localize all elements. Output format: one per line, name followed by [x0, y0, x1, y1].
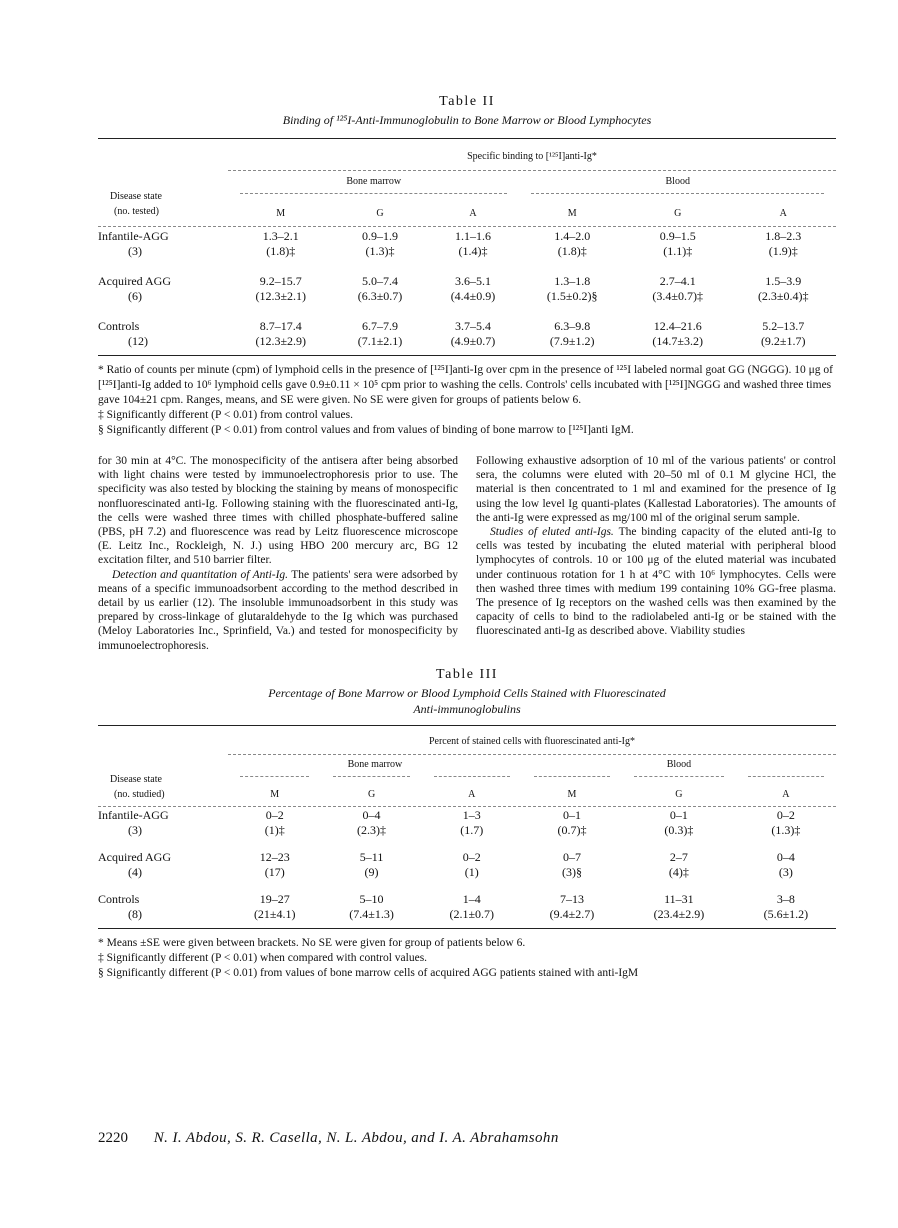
table-ii-subcol: G [674, 208, 682, 219]
cell-range: 1.3–2.1 [262, 229, 299, 243]
cell-mean: (2.1±0.7) [449, 906, 495, 921]
paragraph: Following exhaustive adsorption of 10 ml of the various patients' or control sera, the columns were eluted with 20–50 ml of 0.1 M glycine HCl, the material is then concentrated to 1 ml and examined for the presence of Ig using the low level Ig quanti-plates (Kallestad Laboratories). The amounts of the anti-Ig were expressed as mg/100 ml of the original serum sample. [476, 455, 836, 524]
cell-mean: (1.5±0.2)§ [546, 289, 598, 303]
cell-mean: (1.7) [460, 822, 484, 837]
footnote: § Significantly different (P < 0.01) from control values and from values of binding of bone marrow to [¹²⁵I]anti IgM. [98, 424, 634, 436]
table-ii-top-rule [98, 138, 836, 139]
cell-range: 5.0–7.4 [361, 274, 398, 288]
cell-range: 1.1–1.6 [454, 229, 491, 243]
table-iii-subcol: G [367, 788, 376, 800]
table-iii-col-label-1: Disease state [110, 773, 162, 785]
table-iii-header-percent: Percent of stained cells with fluorescinated anti-Ig* [428, 735, 636, 747]
cell-range: 19–27 [259, 891, 290, 906]
footnote: * Ratio of counts per minute (cpm) of lymphoid cells in the presence of [¹²⁵I]anti-Ig over cpm in the presence of ¹²⁵I labeled normal goat GG (NGGG). 10 μg of [¹²⁵I]anti-Ig added to 10⁶ lymphoid cells gave 0.9±0.11 × 10⁵ cpm prior to washing the cells. Controls' cells incubated with [¹²⁵I]NGGG and washed three times gave 104±21 cpm. Ranges, means, and SE were given. No SE were given for groups of patients below 6. [98, 364, 834, 406]
row-n: (3) [128, 822, 142, 837]
authors: N. I. Abdou, S. R. Casella, N. L. Abdou, and I. A. Abrahamsohn [153, 1130, 559, 1146]
cell-mean: (1.8)‡ [266, 244, 296, 258]
cell-range: 9.2–15.7 [259, 274, 302, 288]
cell-range: 5.2–13.7 [762, 319, 805, 333]
cell-mean: (2.3)‡ [357, 822, 387, 837]
row-n: (6) [128, 289, 142, 303]
cell-mean: (0.7)‡ [557, 822, 587, 837]
cell-mean: (1.8)‡ [557, 244, 587, 258]
cell-range: 1.8–2.3 [765, 229, 802, 243]
cell-mean: (5.6±1.2) [763, 906, 809, 921]
cell-range: 8.7–17.4 [259, 319, 302, 333]
cell-range: 12.4–21.6 [653, 319, 702, 333]
cell-mean: (1.3)‡ [365, 244, 395, 258]
cell-mean: (21±4.1) [253, 906, 296, 921]
table-iii-top-rule [98, 725, 836, 726]
cell-mean: (7.1±2.1) [357, 334, 403, 348]
table-ii-row [98, 229, 836, 244]
page [98, 88, 836, 981]
paragraph-text: The patients' sera were adsorbed by means of a specific immunoadsorbent according to the method described in detail by us earlier (12). The insoluble immunoadsorbent in this study was prepared by cross-linkage of glutaraldehyde to the Ig which was purchased (Meloy Laboratories Inc., Sprinfield, Va.) and tested for monospecificity by immunoelectrophoresis. [98, 568, 458, 652]
table-iii-footnotes [98, 936, 836, 981]
cell-range: 0–1 [562, 807, 581, 822]
cell-mean: (0.3)‡ [664, 822, 694, 837]
page-number: 2220 [98, 1130, 128, 1146]
row-n: (8) [128, 906, 142, 921]
cell-range: 3–8 [776, 891, 795, 906]
table-ii-row [98, 334, 836, 349]
cell-range: 7–13 [559, 891, 584, 906]
footnote: ‡ Significantly different (P < 0.01) when compared with control values. [98, 951, 428, 964]
cell-range: 0–4 [776, 849, 795, 864]
cell-range: 0–7 [562, 849, 581, 864]
table-ii-bottom-rule [98, 355, 836, 356]
table-ii-subcol: M [567, 208, 577, 219]
cell-mean: (1)‡ [264, 822, 285, 837]
cell-mean: (1.9)‡ [768, 244, 798, 258]
cell-mean: (2.3±0.4)‡ [757, 289, 809, 303]
table-iii-subtitle-line: Percentage of Bone Marrow or Blood Lymphoid Cells Stained with Fluorescinated [268, 685, 666, 700]
paragraph-heading: Detection and quantitation of Anti-Ig. [112, 568, 289, 581]
cell-range: 1–4 [462, 891, 481, 906]
table-ii-subcol: G [376, 208, 384, 219]
table-iii-title: Table III [436, 666, 498, 682]
cell-range: 3.7–5.4 [454, 319, 491, 333]
table-ii-subcol: A [779, 208, 787, 219]
cell-range: 12–23 [259, 849, 290, 864]
cell-range: 0–1 [669, 807, 688, 822]
cell-range: 6.7–7.9 [361, 319, 398, 333]
cell-mean: (4)‡ [668, 864, 689, 879]
paragraph-heading: Studies of eluted anti-Igs. [490, 526, 614, 539]
row-n: (4) [128, 864, 142, 879]
cell-range: 1.5–3.9 [765, 274, 802, 288]
table-iii-subcol: G [675, 788, 683, 800]
table-ii-col-label-2: (no. tested) [114, 206, 159, 217]
table-iii-subtitle-line: Anti-immunoglobulins [413, 701, 521, 716]
table-ii-group-blood: Blood [665, 176, 690, 187]
table-ii-subtitle: Binding of ¹²⁵I-Anti-Immunoglobulin to Bone Marrow or Blood Lymphocytes [282, 113, 652, 127]
table-ii-subcol: M [276, 208, 286, 219]
cell-range: 1.3–1.8 [554, 274, 591, 288]
cell-range: 5–10 [359, 891, 384, 906]
cell-range: 11–31 [664, 891, 694, 906]
cell-mean: (4.4±0.9) [450, 289, 496, 303]
page-footer [98, 1130, 559, 1147]
table-ii-col-label-1: Disease state [110, 191, 162, 202]
table-iii-subcol: M [270, 788, 280, 800]
row-label: Acquired AGG [98, 274, 171, 288]
table-ii-group-bone: Bone marrow [346, 176, 402, 187]
table-iii-row [98, 907, 836, 922]
table-iii-grid [98, 734, 836, 922]
row-n: (12) [128, 334, 148, 348]
table-iii-row [98, 892, 836, 907]
footnote: § Significantly different (P < 0.01) from values of bone marrow cells of acquired AGG patients stained with anti-IgM [98, 966, 639, 979]
table-iii-row [98, 823, 836, 838]
cell-mean: (9) [364, 864, 379, 879]
table-ii-header-specific: Specific binding to [¹²⁵I]anti-Ig* [467, 151, 597, 162]
cell-range: 0–2 [265, 807, 284, 822]
cell-mean: (1.1)‡ [663, 244, 693, 258]
footnote: ‡ Significantly different (P < 0.01) from control values. [98, 409, 353, 421]
cell-range: 0–2 [462, 849, 481, 864]
paragraph [98, 568, 458, 653]
table-ii-row [98, 244, 836, 259]
cell-mean: (9.4±2.7) [549, 906, 595, 921]
body-column-left [98, 454, 458, 653]
table-ii-row [98, 319, 836, 334]
row-label: Controls [98, 891, 140, 906]
body-text [98, 454, 836, 653]
table-ii-footnotes [98, 363, 836, 438]
table-ii-title: Table II [439, 94, 495, 109]
cell-range: 5–11 [359, 849, 384, 864]
table-ii [98, 94, 836, 438]
table-ii-row [98, 274, 836, 289]
footnote: * Means ±SE were given between brackets. No SE were given for group of patients below 6. [98, 936, 526, 949]
row-n: (3) [128, 244, 142, 258]
cell-mean: (3.4±0.7)‡ [652, 289, 703, 303]
paragraph [476, 525, 836, 639]
cell-range: 0–2 [776, 807, 795, 822]
cell-range: 0.9–1.5 [659, 229, 696, 243]
paragraph-text: The binding capacity of the eluted anti-Ig to cells was tested by incubating the eluted material with peripheral blood lymphocytes of controls. 10 or 100 μg of the eluted material was incubated under continuous rotation for 1 h at 4°C with 10⁶ lymphocytes. Cells were then washed three times with medium 199 containing 10% GG-free plasma. The presence of Ig receptors on the washed cells was then examined by the capacity of cells to bind to the radiolabeled anti-Ig or be stained with the fluorescinated anti-Ig as described above. Viability studies [476, 526, 836, 638]
row-label: Infantile-AGG [98, 229, 169, 243]
cell-range: 2.7–4.1 [659, 274, 696, 288]
cell-range: 3.6–5.1 [454, 274, 491, 288]
cell-mean: (6.3±0.7) [357, 289, 403, 303]
table-iii-bottom-rule [98, 928, 836, 929]
table-iii-row [98, 850, 836, 865]
cell-range: 1–3 [462, 807, 481, 822]
table-iii-col-label-2: (no. studied) [114, 788, 165, 800]
cell-mean: (1.4)‡ [458, 244, 488, 258]
table-ii-grid [98, 149, 836, 349]
cell-mean: (3)§ [561, 864, 582, 879]
cell-mean: (12.3±2.1) [255, 289, 307, 303]
cell-mean: (1) [464, 864, 479, 879]
cell-mean: (7.9±1.2) [549, 334, 595, 348]
table-iii-subcol: M [567, 788, 577, 800]
row-label: Acquired AGG [98, 849, 171, 864]
cell-range: 0–4 [362, 807, 381, 822]
table-iii-row [98, 808, 836, 823]
cell-range: 0.9–1.9 [361, 229, 398, 243]
table-iii-subcol: A [468, 788, 476, 800]
table-iii-subcol: A [782, 788, 790, 800]
table-iii-row [98, 865, 836, 880]
cell-mean: (12.3±2.9) [255, 334, 307, 348]
cell-mean: (4.9±0.7) [450, 334, 496, 348]
cell-range: 2–7 [669, 849, 688, 864]
cell-mean: (9.2±1.7) [760, 334, 806, 348]
table-iii-subtitle [98, 685, 836, 717]
cell-mean: (1.3)‡ [771, 822, 801, 837]
table-iii [98, 667, 836, 981]
table-ii-row [98, 289, 836, 304]
row-label: Infantile-AGG [98, 807, 169, 822]
row-label: Controls [98, 319, 140, 333]
cell-mean: (14.7±3.2) [652, 334, 703, 348]
table-iii-group-bone: Bone marrow [347, 758, 403, 770]
body-column-right [476, 454, 836, 653]
table-ii-subcol: A [469, 208, 477, 219]
cell-range: 6.3–9.8 [554, 319, 591, 333]
cell-mean: (17) [264, 864, 285, 879]
table-iii-group-blood: Blood [666, 758, 692, 770]
cell-mean: (23.4±2.9) [653, 906, 705, 921]
cell-range: 1.4–2.0 [554, 229, 591, 243]
paragraph: for 30 min at 4°C. The monospecificity of the antisera after being absorbed with light chains were tested by immunoelectrophoresis prior to use. The specificity was also tested by blocking the staining by means of monospecific nonfluorescinated anti-Ig. Following staining with the fluorescinated anti-Ig, the cells were washed three times with chilled phosphate-buffered saline (PBS, pH 7.2) and fluorescence was read by Leitz fluorescence microscope (E. Leitz Inc., Rockleigh, N. J.) using HBO 200 mercury arc, BG 12 excitation filter, and 510 barrier filter. [98, 455, 458, 567]
cell-mean: (7.4±1.3) [349, 906, 394, 921]
cell-mean: (3) [778, 864, 793, 879]
